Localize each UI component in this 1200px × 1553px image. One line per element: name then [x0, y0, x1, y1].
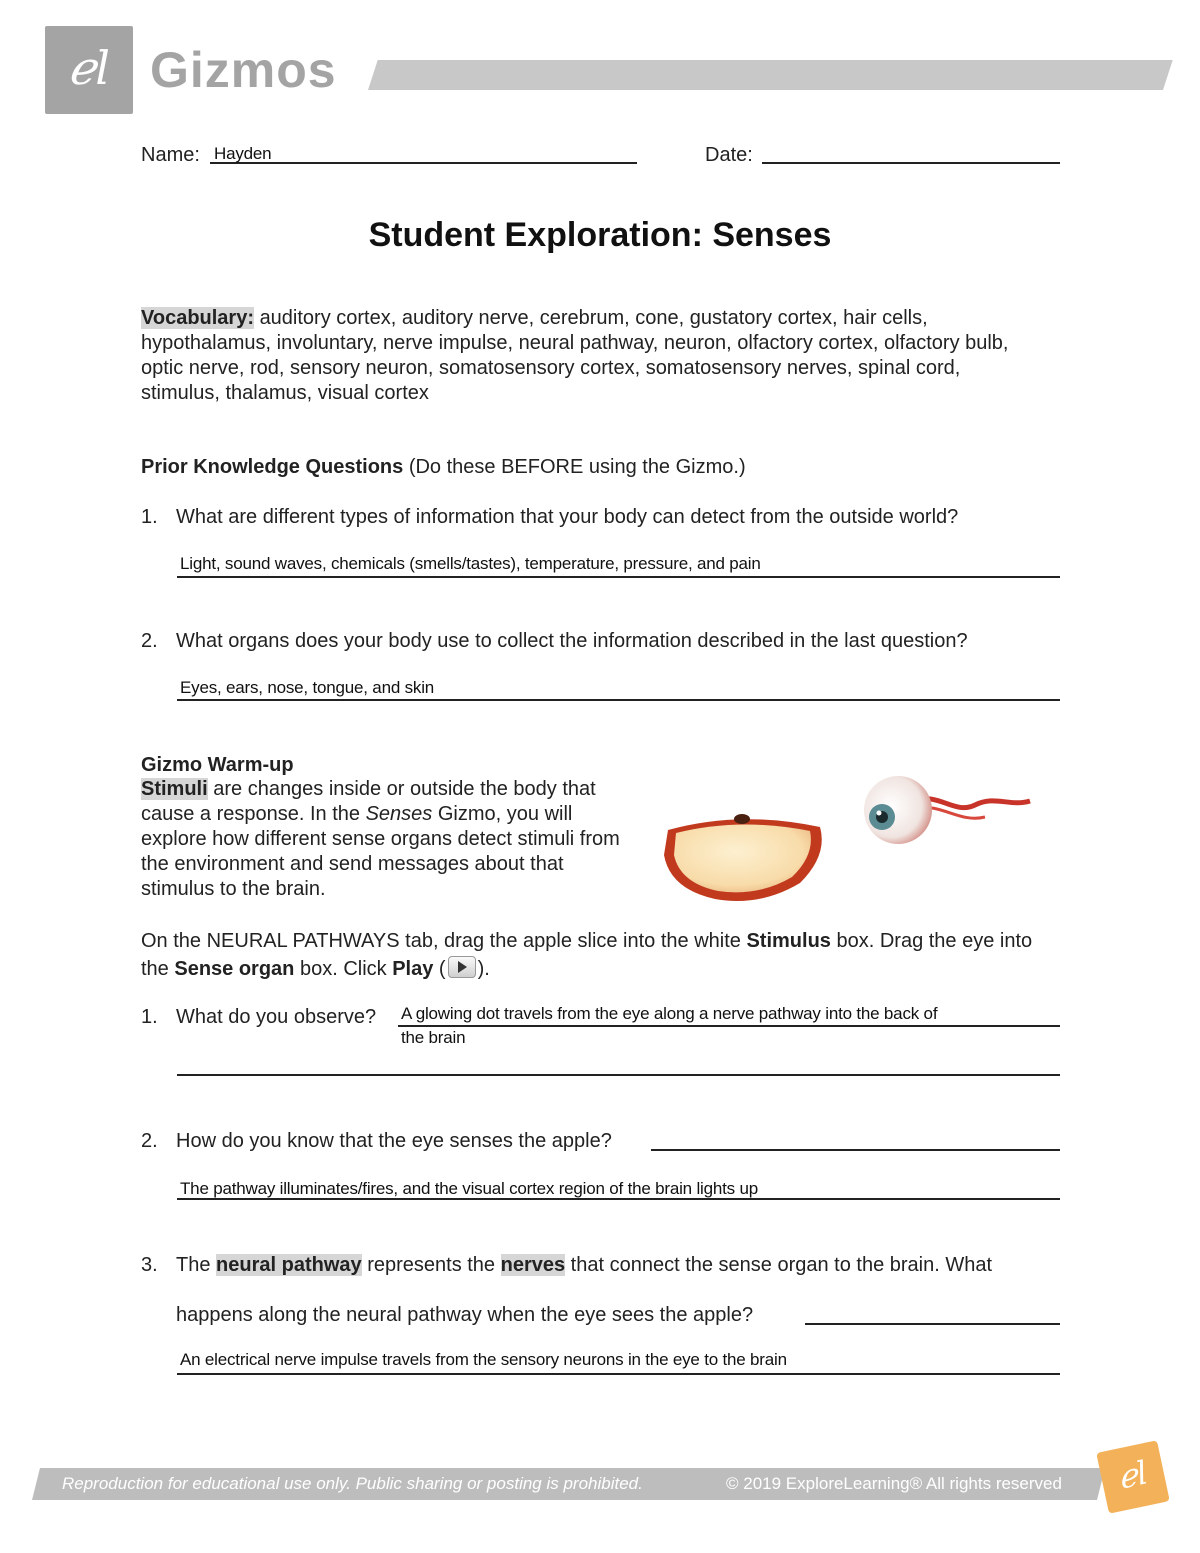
q3-text-c: that connect the sense organ to the brain. What	[565, 1254, 993, 1276]
warmup-q1-answer-line1: A glowing dot travels from the eye along a nerve pathway into the back of	[401, 1004, 938, 1023]
prior-q1-text: What are different types of information that your body can detect from the outside world?	[176, 506, 959, 528]
stimulus-term: Stimulus	[746, 930, 831, 952]
warmup-heading: Gizmo Warm-up	[141, 754, 294, 776]
warmup-q3-answer-line-2[interactable]	[177, 1373, 1060, 1375]
explorelearning-logo	[45, 26, 133, 114]
warmup-intro	[141, 777, 621, 902]
warmup-q1-text: What do you observe?	[176, 1006, 377, 1028]
footer-logo	[1096, 1440, 1170, 1514]
instr-text-5: ).	[477, 958, 490, 980]
footer-logo-glyph: ℯl	[1114, 1453, 1151, 1497]
stimuli-term: Stimuli	[141, 778, 208, 800]
warmup-q1-answer-line-1[interactable]	[398, 1025, 1060, 1027]
name-label: Name:	[141, 144, 200, 166]
page-title: Student Exploration: Senses	[368, 216, 832, 254]
vocabulary-label: Vocabulary:	[141, 307, 254, 329]
warmup-q2-answer-line-1[interactable]	[651, 1149, 1060, 1151]
prior-q2-number: 2.	[141, 630, 158, 652]
footer-notice: Reproduction for educational use only. Public sharing or posting is prohibited.	[62, 1474, 643, 1493]
apple-slice-image	[660, 805, 830, 905]
header-bar	[368, 60, 1173, 90]
date-field[interactable]	[762, 162, 1060, 164]
prior-q2-answer: Eyes, ears, nose, tongue, and skin	[180, 678, 435, 697]
logo-glyph: ℯl	[68, 41, 110, 95]
sense-organ-term: Sense organ	[174, 958, 295, 980]
warmup-q1-answer-line2: the brain	[401, 1028, 466, 1047]
name-field[interactable]	[210, 162, 637, 164]
date-label: Date:	[705, 144, 753, 166]
nerves-term: nerves	[500, 1254, 566, 1276]
instr-text-4: (	[433, 958, 446, 980]
play-term: Play	[392, 958, 434, 980]
prior-q1-number: 1.	[141, 506, 158, 528]
neural-pathway-term: neural pathway	[216, 1254, 362, 1276]
brand-title: Gizmos	[150, 42, 337, 98]
prior-q2-text: What organs does your body use to collect the information described in the last question?	[176, 630, 968, 652]
vocabulary-paragraph	[141, 306, 1041, 406]
warmup-q3-answer-line-1[interactable]	[805, 1323, 1060, 1325]
prior-q1-answer-line[interactable]	[177, 576, 1060, 578]
warmup-q2-answer: The pathway illuminates/fires, and the visual cortex region of the brain lights up	[180, 1179, 758, 1198]
intro-text-1: are changes inside or outside the body that cause a response. In the	[141, 778, 596, 825]
instr-text-2: box. Drag the eye into the	[141, 930, 1033, 980]
prior-heading: Prior Knowledge Questions	[141, 456, 404, 478]
instr-text-1: On the NEURAL PATHWAYS tab, drag the apple slice into the white	[141, 930, 747, 952]
name-value: Hayden	[214, 144, 272, 163]
warmup-q2-number: 2.	[141, 1130, 158, 1152]
warmup-q3-text-line2: happens along the neural pathway when the eye sees the apple?	[176, 1304, 754, 1326]
play-icon	[448, 956, 476, 978]
warmup-q3-answer: An electrical nerve impulse travels from the sensory neurons in the eye to the brain	[180, 1350, 787, 1369]
warmup-q2-text: How do you know that the eye senses the apple?	[176, 1130, 612, 1152]
q3-text-b: represents the	[361, 1254, 501, 1276]
prior-note: (Do these BEFORE using the Gizmo.)	[408, 456, 746, 478]
warmup-q1-number: 1.	[141, 1006, 158, 1028]
prior-q1-answer: Light, sound waves, chemicals (smells/tastes), temperature, pressure, and pain	[180, 554, 761, 573]
prior-q2-answer-line[interactable]	[177, 699, 1060, 701]
vocabulary-text: auditory cortex, auditory nerve, cerebrum, cone, gustatory cortex, hair cells, hypothalamus, involuntary, nerve impulse, neural pathway, neuron, olfactory cortex, olfactory bulb, optic nerve, rod, sensory neuron, somatosensory cortex, somatosensory nerves, spinal cord, stimulus, thalamus, visual cortex	[141, 307, 1009, 404]
footer-copyright: © 2019 ExploreLearning® All rights reserved	[726, 1474, 1062, 1493]
warmup-instructions	[141, 927, 1051, 983]
warmup-q3-number: 3.	[141, 1254, 158, 1276]
q3-text-a: The	[176, 1254, 217, 1276]
warmup-q1-answer-line-2[interactable]	[177, 1074, 1060, 1076]
warmup-q3-text	[176, 1253, 1066, 1278]
prior-knowledge-heading	[141, 455, 1041, 480]
eyeball-image	[860, 765, 1035, 850]
gizmo-name: Senses	[365, 803, 433, 825]
instr-text-3: box. Click	[294, 958, 393, 980]
intro-text-2: Gizmo, you will explore how different sense organs detect stimuli from the environment and send messages about that stimulus to the brain.	[141, 803, 620, 900]
